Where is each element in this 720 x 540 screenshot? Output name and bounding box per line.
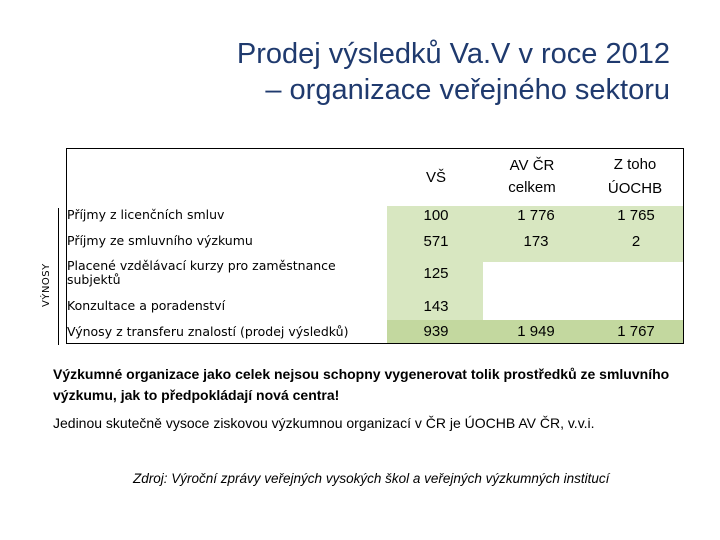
row-label-3: Placené vzdělávací kurzy pro zaměstnance subjektů bbox=[67, 258, 336, 287]
row-vs-3: 125 bbox=[423, 265, 449, 282]
row-label-4: Konzultace a poradenství bbox=[67, 298, 226, 313]
results-table bbox=[66, 148, 684, 344]
header-uochb-line2: ÚOCHB bbox=[607, 180, 663, 197]
header-av-line2: celkem bbox=[508, 179, 556, 196]
row-vs-5: 939 bbox=[423, 323, 449, 340]
row-av-5: 1 949 bbox=[517, 323, 555, 340]
row-av-1: 1 776 bbox=[517, 207, 555, 224]
row-vs-2: 571 bbox=[423, 233, 449, 250]
row-uochb-2: 2 bbox=[631, 233, 641, 250]
row-uochb-5: 1 767 bbox=[617, 323, 655, 340]
row-vs-1: 100 bbox=[423, 207, 449, 224]
header-uochb-line1: Z toho bbox=[613, 156, 657, 173]
page-title bbox=[110, 36, 670, 108]
header-av bbox=[477, 155, 587, 201]
paragraph-uochb: Jedinou skutečně vysoce ziskovou výzkumnou organizací v ČR je ÚOCHB AV ČR, v.v.i. bbox=[53, 415, 595, 431]
row-av-2: 173 bbox=[523, 233, 549, 250]
header-uochb bbox=[587, 153, 683, 203]
title-line-1: Prodej výsledků Va.V v roce 2012 bbox=[236, 38, 670, 70]
row-vs-4: 143 bbox=[423, 298, 449, 315]
side-label: VÝNOSY bbox=[41, 263, 52, 307]
source-note: Zdroj: Výroční zprávy veřejných vysokých škol a veřejných výzkumných institucí bbox=[133, 471, 610, 486]
title-line-2: – organizace veřejného sektoru bbox=[265, 74, 670, 106]
header-av-line1: AV ČR bbox=[509, 157, 555, 174]
side-divider bbox=[58, 208, 59, 345]
header-vs: VŠ bbox=[425, 169, 446, 186]
row-label-5: Výnosy z transferu znalostí (prodej výsledků) bbox=[67, 324, 349, 339]
row-label-2: Příjmy ze smluvního výzkumu bbox=[67, 233, 253, 248]
row-uochb-1: 1 765 bbox=[617, 207, 655, 224]
row-label-1: Příjmy z licenčních smluv bbox=[67, 207, 225, 222]
paragraph-centra: Výzkumné organizace jako celek nejsou schopny vygenerovat tolik prostředků ze smluvního výzkumu, jak to předpokládají nová centra! bbox=[53, 366, 670, 403]
